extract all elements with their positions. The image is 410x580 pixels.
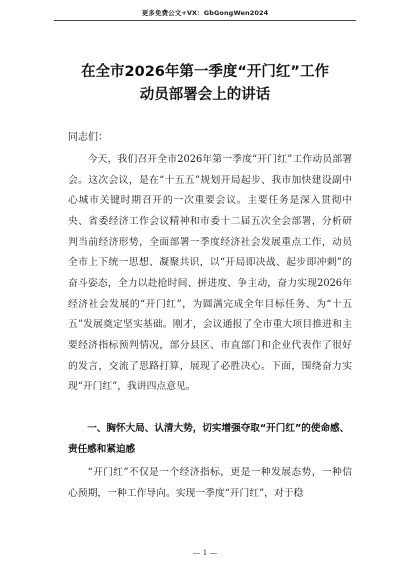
body-paragraph-2: “开门红”不仅是一个经济指标，更是一种发展态势，一种信心预期，一种工作导向。实现一季度“开门红”，对于稳: [68, 467, 352, 499]
document-title-line-2: 动员部署会上的讲话: [139, 87, 271, 103]
header-note: 更多免费公文+VX：GbGongWen2024: [141, 9, 269, 17]
greeting: 同志们：: [68, 132, 108, 143]
document-title-line-1: 在全市2026年第一季度“开门红”工作: [81, 64, 329, 80]
header-divider: [54, 20, 356, 21]
section-heading-1: 一、胸怀大局、认清大势，切实增强夺取“开门红”的使命感、责任感和紧迫感: [68, 423, 350, 455]
body-paragraph-1: 今天，我们召开全市2026年第一季度“开门红”工作动员部署会。这次会议，是在“十五五”规划开局起步、我市加快建设副中心城市关键时期召开的一次重要会议。主要任务是深入贯彻中央、省委经济工作会议精神和市委十二届五次全会部署，分析研判当前经济形势，全面部署一季度经济社会发展重点工作，动员全市上下统一思想、凝聚共识，以“开局即决战、起步即冲刺”的奋斗姿态，全力以赴抢时间、拼进度、争主动，奋力实现2026年经济社会发展的“开门红”，为圆满完成全年目标任务、为“十五五”发展奠定坚实基础。刚才，会议通报了全市重大项目推进和主要经济指标预判情况，部分县区、市直部门和企业代表作了很好的发言，交流了思路打算，展现了必胜决心。下面，围绕奋力实现“开门红”，我讲四点意见。: [68, 154, 352, 393]
page-number: — 1 —: [192, 548, 218, 557]
